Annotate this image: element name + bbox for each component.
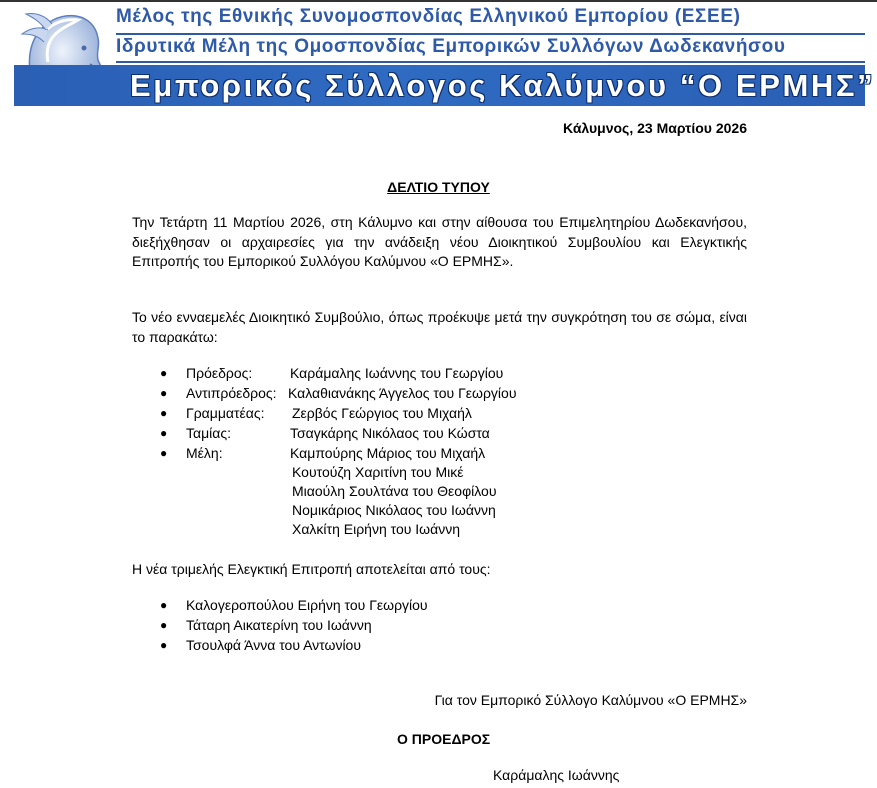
board-intro-paragraph: Το νέο ενναεμελές Διοικητικό Συμβούλιο, όπως προέκυψε μετά την συγκρότηση του σε σώμα, είναι το παρακάτω:: [132, 309, 747, 345]
bullet-icon: ●: [160, 638, 168, 652]
board-member-name: Ζερβός Γεώργιος του Μιχαήλ: [292, 405, 472, 421]
board-member-name: Καλαθιανάκης Άγγελος του Γεωργίου: [288, 385, 517, 401]
board-member-name: Τσαγκάρης Νικόλαος του Κώστα: [290, 425, 490, 441]
board-member-name: Καράμαλης Ιωάννης του Γεωργίου: [290, 365, 504, 381]
bullet-icon: ●: [160, 406, 168, 420]
bullet-icon: ●: [160, 598, 168, 612]
bullet-icon: ●: [160, 386, 168, 400]
board-member-name: Χαλκίτη Ειρήνη του Ιωάννη: [292, 521, 460, 537]
board-member-name: Μιαούλη Σουλτάνα του Θεοφίλου: [292, 483, 497, 499]
board-member-name: Κουτούζη Χαριτίνη του Μικέ: [292, 464, 464, 480]
signatory-name: Καράμαλης Ιωάννης: [493, 767, 620, 783]
letterhead: [0, 0, 877, 110]
board-role: Γραμματέας:: [186, 405, 265, 421]
founding-member-line: Ιδρυτικά Μέλη της Ομοσπονδίας Εμπορικών Συλλόγων Δωδεκανήσου: [116, 36, 786, 57]
bullet-icon: ●: [160, 618, 168, 632]
document-title: ΔΕΛΤΙΟ ΤΥΠΟΥ: [387, 179, 490, 195]
audit-member-name: Τάταρη Αικατερίνη του Ιωάννη: [186, 617, 372, 633]
bullet-icon: ●: [160, 366, 168, 380]
federation-membership-line: Μέλος της Εθνικής Συνομοσπονδίας Ελληνικού Εμπορίου (ΕΣΕΕ): [116, 6, 741, 27]
board-member-name: Καμπούρης Μάριος του Μιχαήλ: [290, 445, 486, 461]
board-role: Ταμίας:: [186, 425, 232, 441]
header-divider: [116, 61, 865, 63]
bullet-icon: ●: [160, 446, 168, 460]
board-role: Μέλη:: [186, 445, 223, 461]
audit-member-name: Καλογεροπούλου Ειρήνη του Γεωργίου: [186, 597, 428, 613]
intro-paragraph: Την Τετάρτη 11 Μαρτίου 2026, στη Κάλυμνο και στην αίθουσα του Επιμελητηρίου Δωδεκανήσου, διεξήχθησαν οι αρχαιρεσίες για την ανάδειξη νέου Διοικητικού Συμβουλίου και Ελεγκτικής Επιτροπής του Εμπορικού Συλλόγου Καλύμνου «Ο ΕΡΜΗΣ».: [132, 214, 747, 269]
top-border-line: [0, 0, 877, 2]
signature-title: Ο ΠΡΟΕΔΡΟΣ: [397, 731, 491, 747]
signature-line: Για τον Εμπορικό Σύλλογο Καλύμνου «Ο ΕΡΜΗΣ»: [434, 692, 747, 708]
audit-member-name: Τσουλφά Άννα του Αντωνίου: [186, 637, 361, 653]
document-date: Κάλυμνος, 23 Μαρτίου 2026: [563, 120, 747, 136]
bullet-icon: ●: [160, 426, 168, 440]
header-divider: [116, 33, 865, 35]
board-role: Αντιπρόεδρος:: [186, 385, 277, 401]
association-name: Εμπορικός Σύλλογος Καλύμνου “Ο ΕΡΜΗΣ”: [130, 68, 876, 103]
audit-intro-paragraph: Η νέα τριμελής Ελεγκτική Επιτροπή αποτελείται από τους:: [132, 561, 491, 577]
board-member-name: Νομικάριος Νικόλαος του Ιωάννη: [292, 502, 496, 518]
board-role: Πρόεδρος:: [186, 365, 253, 381]
